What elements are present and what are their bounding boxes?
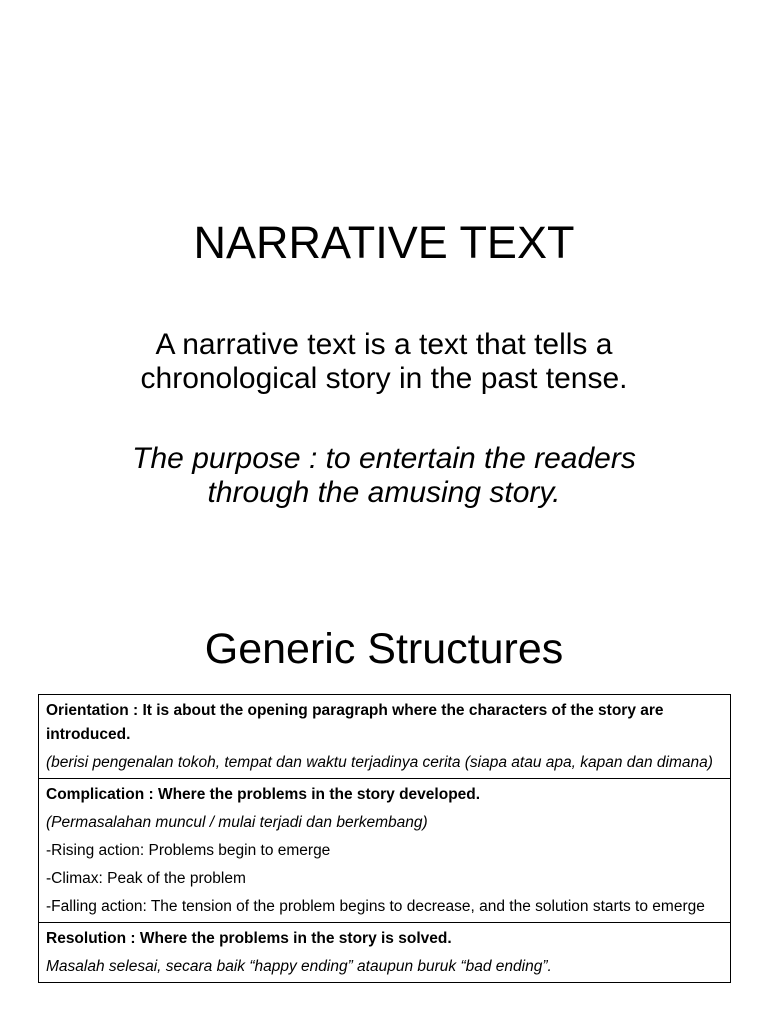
complication-note: (Permasalahan muncul / mulai terjadi dan berkembang) (46, 814, 428, 831)
table-cell-orientation (39, 695, 731, 779)
generic-structure-table (38, 694, 731, 983)
page-title: NARRATIVE TEXT (193, 217, 575, 268)
table-row (39, 923, 731, 983)
purpose-line: The purpose : to entertain the readers (132, 442, 636, 475)
table-cell-complication (39, 779, 731, 923)
table-cell-resolution (39, 923, 731, 983)
section-heading: Generic Structures (204, 625, 564, 673)
table-row (39, 779, 731, 923)
resolution-heading: Resolution : Where the problems in the story is solved. (46, 930, 452, 947)
orientation-heading: Orientation : It is about the opening paragraph where the characters of the story are introduced. (46, 702, 664, 743)
definition-line: A narrative text is a text that tells a (155, 328, 613, 361)
definition-line: chronological story in the past tense. (140, 362, 628, 395)
complication-point: -Rising action: Problems begin to emerge (46, 842, 331, 859)
purpose-text (84, 442, 684, 510)
complication-point: -Climax: Peak of the problem (46, 870, 246, 887)
orientation-note: (berisi pengenalan tokoh, tempat dan waktu terjadinya cerita (siapa atau apa, kapan dan dimana) (46, 754, 713, 771)
purpose-line: through the amusing story. (207, 476, 561, 509)
definition-text (84, 328, 684, 396)
resolution-note: Masalah selesai, secara baik “happy ending” ataupun buruk “bad ending”. (46, 958, 552, 975)
complication-point: -Falling action: The tension of the problem begins to decrease, and the solution starts to emerge (46, 898, 705, 915)
complication-heading: Complication : Where the problems in the story developed. (46, 786, 481, 803)
table-row (39, 695, 731, 779)
